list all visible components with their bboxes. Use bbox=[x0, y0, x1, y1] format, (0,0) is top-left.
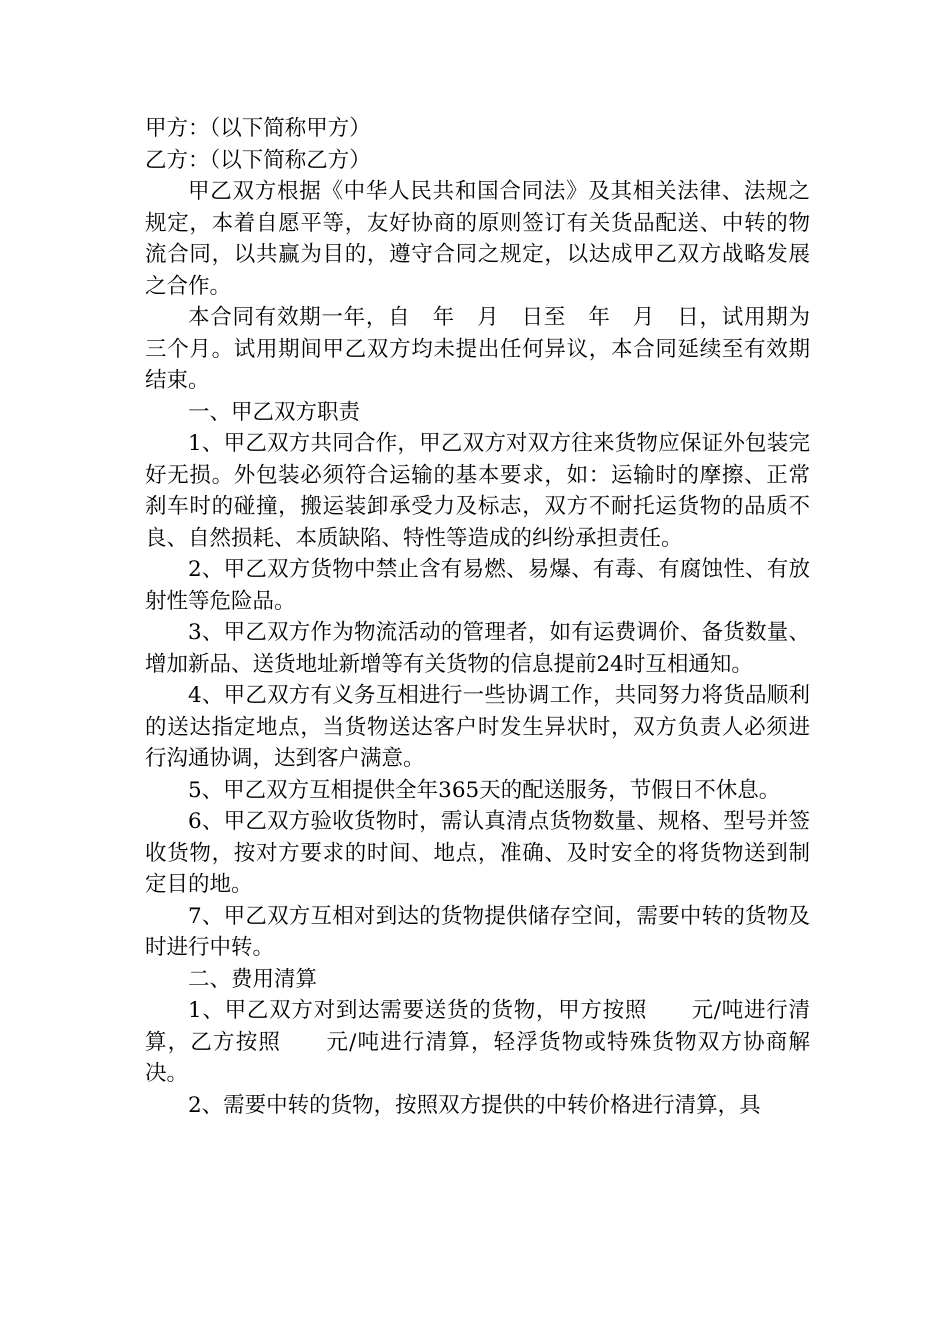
party-b-line: 乙方：（以下简称乙方） bbox=[145, 147, 371, 173]
contract-document bbox=[145, 113, 810, 1121]
clause-1-2: 2、甲乙双方货物中禁止含有易燃、易爆、有毒、有腐蚀性、有放射性等危险品。 bbox=[145, 557, 810, 614]
clause-2-2: 2、需要中转的货物，按照双方提供的中转价格进行清算，具 bbox=[188, 1092, 761, 1118]
preamble-paragraph: 甲乙双方根据《中华人民共和国合同法》及其相关法律、法规之规定，本着自愿平等，友好协商的原则签订有关货品配送、中转的物流合同，以共赢为目的，遵守合同之规定，以达成甲乙双方战略发展之合作。 bbox=[145, 179, 810, 299]
term-paragraph: 本合同有效期一年，自 年 月 日至 年 月 日，试用期为三个月。试用期间甲乙双方均未提出任何异议，本合同延续至有效期结束。 bbox=[145, 305, 810, 393]
clause-1-5: 5、甲乙双方互相提供全年365天的配送服务，节假日不休息。 bbox=[188, 777, 781, 803]
clause-1-6: 6、甲乙双方验收货物时，需认真清点货物数量、规格、型号并签收货物，按对方要求的时间、地点，准确、及时安全的将货物送到制定目的地。 bbox=[145, 809, 810, 897]
clause-1-1: 1、甲乙双方共同合作，甲乙双方对双方往来货物应保证外包装完好无损。外包装必须符合运输的基本要求，如：运输时的摩擦、正常刹车时的碰撞，搬运装卸承受力及标志，双方不耐托运货物的品质不良、自然损耗、本质缺陷、特性等造成的纠纷承担责任。 bbox=[145, 431, 810, 551]
clause-1-7: 7、甲乙双方互相对到达的货物提供储存空间，需要中转的货物及时进行中转。 bbox=[145, 903, 810, 960]
clause-2-1: 1、甲乙双方对到达需要送货的货物，甲方按照 元/吨进行清算，乙方按照 元/吨进行清算，轻浮货物或特殊货物双方协商解决。 bbox=[145, 998, 810, 1086]
section-heading-responsibilities: 一、甲乙双方职责 bbox=[188, 399, 361, 425]
section-heading-settlement: 二、费用清算 bbox=[188, 966, 318, 992]
clause-1-3: 3、甲乙双方作为物流活动的管理者，如有运费调价、备货数量、增加新品、送货地址新增等有关货物的信息提前24时互相通知。 bbox=[145, 620, 810, 677]
party-a-line: 甲方：（以下简称甲方） bbox=[145, 116, 371, 141]
clause-1-4: 4、甲乙双方有义务互相进行一些协调工作，共同努力将货品顺利的送达指定地点，当货物送达客户时发生异状时，双方负责人必须进行沟通协调，达到客户满意。 bbox=[145, 683, 810, 771]
